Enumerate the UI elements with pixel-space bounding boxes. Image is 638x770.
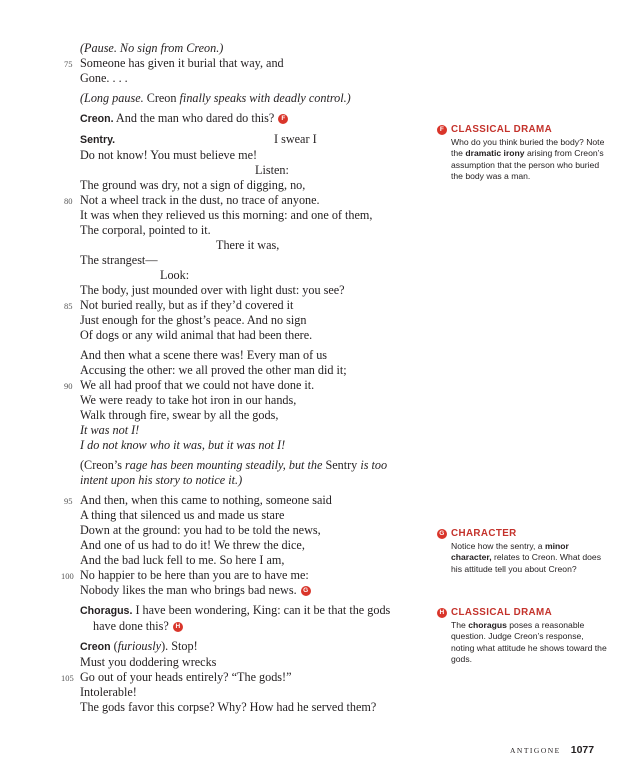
verse-line: It was when they relieved us this morning: and one of them, [80,208,373,222]
stage-direction: intent upon his story to notice it.) [80,473,243,487]
verse-text: Not a wheel track in the dust, no trace of anyone. [80,193,320,207]
verse-line: I do not know who it was, but it was not I! [80,438,286,452]
verse-line: Do not know! You must believe me! [80,148,258,162]
verse-line: It was not I! [80,423,140,437]
note-text: relates to Creon. What does his attitude tell you about Creon? [451,552,602,574]
verse-text: We all had proof that we could not have done it. [80,378,315,392]
verse-text: And the man who dared do this? [113,111,275,125]
verse-line: Walk through fire, swear by all the gods, [80,408,279,422]
verse-text: have done this? [93,619,169,633]
verse-line: The body, just mounded over with light dust: you see? [80,283,345,297]
verse-line: We were ready to take hot iron in our hands, [80,393,297,407]
verse-line [80,583,430,598]
line-number: 105 [61,673,74,683]
verse-line: The strangest— [80,253,158,267]
verse-line: And one of us had to do it! We threw the dice, [80,538,305,552]
verse-line: Must you doddering wrecks [80,655,217,669]
verse-line: Down at the ground: you had to be told the news, [80,523,321,537]
note-text: poses a reasonable question. Judge Creon’s response, noting what attitude he shows toward the gods. [451,620,607,664]
verse-text: Look: [160,268,190,282]
stage-direction: (Pause. No sign from Creon.) [80,41,224,55]
line-number: 90 [64,381,73,391]
stage-direction [80,91,430,106]
verse-line [80,619,430,634]
speaker-label: Creon. [80,113,114,125]
verse-line [64,298,430,313]
verse-line [64,193,430,208]
verse-text: I swear I [274,132,317,146]
page-number: 1077 [570,744,595,756]
note-marker: G [437,529,447,539]
note-heading-text: CHARACTER [451,528,517,539]
verse-text: Go out of your heads entirely? “The gods!” [80,670,292,684]
verse-line: Of dogs or any wild animal that had been there. [80,328,313,342]
note-marker: F [437,125,447,135]
direction-text: (Long pause. [80,91,147,105]
note-heading [437,607,607,619]
verse-text: No happier to be here than you are to have me: [80,568,309,582]
note-text: The [451,620,469,630]
character-name: Sentry [325,458,358,472]
note-text: Who do you think buried the body? Note the [451,137,605,159]
note-body [437,541,607,575]
verse-line: And then what a scene there was! Every man of us [80,348,328,362]
direction-text: finally speaks with deadly control.) [176,91,351,105]
line-number: 100 [61,571,74,581]
verse-line: And the bad luck fell to me. So here I am, [80,553,285,567]
speaker-label: Creon [80,641,111,653]
verse-line: The corporal, pointed to it. [80,223,211,237]
verse-line [80,268,430,283]
note-body [437,620,607,665]
character-name: (Creon’s [80,458,122,472]
verse-line [64,378,430,393]
note-text: arising from Creon’s assumption that the person who buried the body was a man. [451,148,604,181]
verse-line: A thing that silenced us and made us stare [80,508,285,522]
annotation-marker-f[interactable]: F [278,114,288,124]
note-body [437,137,607,182]
verse-line [64,56,430,71]
verse-line: Accusing the other: we all proved the other man did it; [80,363,347,377]
direction-text: is too [357,458,388,472]
verse-line [64,493,430,508]
line-number: 95 [64,496,73,506]
verse-text: ( [110,639,118,653]
verse-text: And then, when this came to nothing, someone said [80,493,332,507]
speaker-label: Choragus. [80,605,133,617]
verse-text: I have been wondering, King: can it be that the gods [132,603,391,617]
note-text: Notice how the sentry, a [451,541,545,551]
verse-line [61,670,430,685]
annotation-marker-g[interactable]: G [301,586,311,596]
running-title: ANTIGONE [510,746,561,755]
verse-line [80,603,430,619]
verse-line: The ground was dry, not a sign of digging, no, [80,178,306,192]
verse-line [80,111,430,127]
verse-line [80,132,430,148]
note-heading-text: CLASSICAL DRAMA [451,124,553,135]
note-marker: H [437,608,447,618]
page-footer [510,740,594,758]
side-note-classical-drama-h [437,607,607,665]
note-heading [437,124,607,136]
verse-text: Not buried really, but as if they’d covered it [80,298,294,312]
line-number: 75 [64,59,73,69]
character-name: Creon [146,91,177,105]
verse-line [80,238,430,253]
verse-text: Listen: [255,163,289,177]
verse-line: Intolerable! [80,685,137,699]
stage-direction [80,458,430,473]
direction-text: furiously [117,639,162,653]
verse-line: The gods favor this corpse? Why? How had he served them? [80,700,377,714]
verse-line: Gone. . . . [80,71,128,85]
note-term: minor character, [451,541,569,563]
verse-line [80,163,430,178]
note-term: dramatic irony [465,148,525,159]
note-term: choragus [468,620,507,630]
note-heading-text: CLASSICAL DRAMA [451,607,553,618]
verse-line [61,568,430,583]
direction-text: rage has been mounting steadily, but the [121,458,326,472]
line-number: 80 [64,196,73,206]
verse-text: Someone has given it burial that way, and [80,56,284,70]
play-text [61,41,430,715]
verse-text: Nobody likes the man who brings bad news. [80,583,297,597]
side-note-character-g [437,528,607,575]
side-note-classical-drama-f [437,124,607,182]
verse-line: Just enough for the ghost’s peace. And no sign [80,313,307,327]
verse-line [80,639,430,655]
speaker-label: Sentry. [80,134,116,146]
note-heading [437,528,607,540]
line-number: 85 [64,301,73,311]
verse-text: There it was, [216,238,280,252]
annotation-marker-h[interactable]: H [173,622,183,632]
verse-text: ). Stop! [161,639,198,653]
